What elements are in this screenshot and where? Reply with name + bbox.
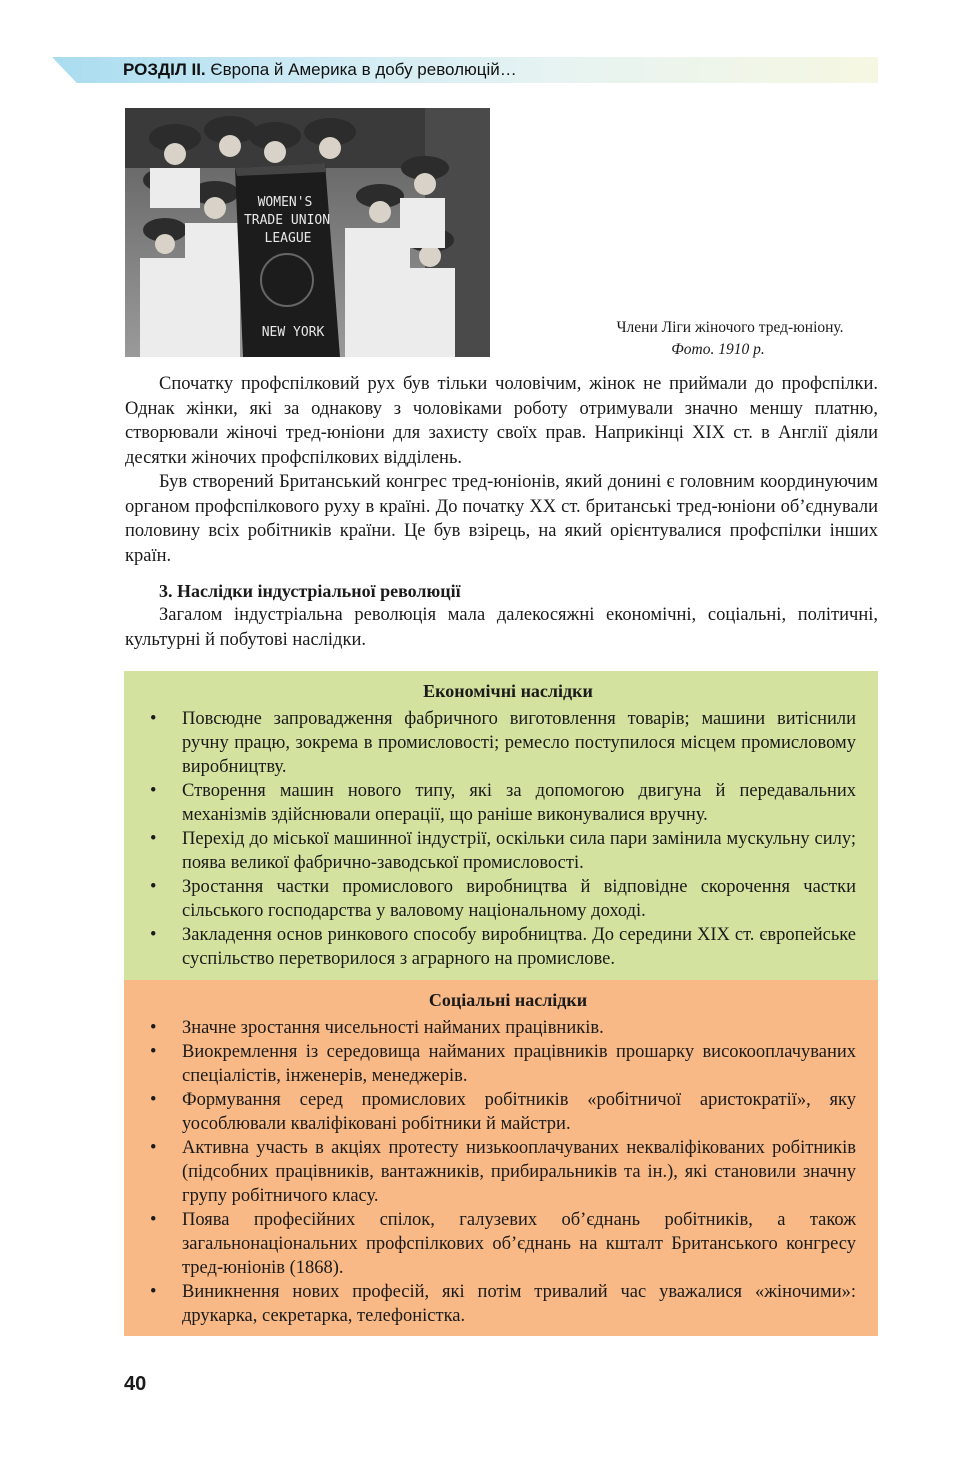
list-item-text: Закладення основ ринкового способу виробництва. До середини XIX ст. європейське суспільство перетворилося з аграрного на промислове. — [182, 925, 856, 969]
list-item — [150, 1280, 856, 1328]
list-item — [150, 1088, 856, 1136]
list-item — [150, 779, 856, 827]
paragraph-1: Спочатку профспілковий рух був тільки чоловічим, жінок не приймали до профспілки. Однак жінки, які за однакову з чоловіками роботу отримували значно меншу платню, створювали жіночі тред-юніони для захисту своїх прав. Наприкінці XIX ст. в Англії діяли десятки жіночих профспілкових відділень. — [125, 374, 878, 468]
banner-line-4: NEW YORK — [261, 325, 325, 340]
bullet-icon: • — [150, 829, 157, 849]
running-header — [123, 59, 517, 81]
list-item — [150, 1040, 856, 1088]
social-list — [150, 1016, 866, 1328]
bullet-icon: • — [150, 1282, 157, 1302]
list-item — [150, 1136, 856, 1208]
section-intro: Загалом індустріальна революція мала далекосяжні економічні, соціальні, політичні, культурні й побутові наслідки. — [125, 605, 878, 650]
paragraph-2: Був створений Британський конгрес тред-юніонів, який донині є головним координуючим органом профспілкового руху в країні. До початку XX ст. британські тред-юніони об’єднували половину всіх робітників країни. Це був взірець, на який орієнтувалися профспілки інших країн. — [125, 472, 878, 566]
bullet-icon: • — [150, 1018, 157, 1038]
photo-illustration — [125, 108, 490, 357]
banner-line-3: LEAGUE — [264, 231, 312, 246]
list-item — [150, 1016, 856, 1040]
banner-line-2: TRADE UNION — [243, 213, 331, 228]
section-heading: 3. Наслідки індустріальної революції — [159, 581, 461, 601]
photo-caption — [520, 317, 920, 361]
social-consequences-box — [124, 980, 878, 1336]
section-intro-block — [125, 603, 878, 652]
social-title: Соціальні наслідки — [428, 990, 588, 1010]
bullet-icon: • — [150, 1138, 157, 1158]
list-item — [150, 875, 856, 923]
economic-title: Економічні наслідки — [423, 681, 593, 701]
section-label: РОЗДІЛ ІІ. — [123, 60, 206, 79]
historical-photo — [125, 108, 490, 357]
caption-line-2: Фото. 1910 р. — [671, 341, 765, 358]
list-item-text: Виникнення нових професій, які потім тривалий час уважалися «жіночими»: друкарка, секретарка, телефоністка. — [182, 1282, 856, 1326]
page-number: 40 — [124, 1373, 147, 1395]
section-title: Європа й Америка в добу революцій… — [210, 60, 517, 79]
list-item — [150, 923, 856, 971]
bullet-icon: • — [150, 877, 157, 897]
caption-line-1: Члени Ліги жіночого тред-юніону. — [616, 319, 844, 336]
list-item-text: Поява професійних спілок, галузевих об’єднань робітників, а також загальнонаціональних профспілкових об’єднань на кшталт Британського конгресу тред-юніонів (1868). — [182, 1210, 856, 1278]
body-paragraphs — [125, 372, 878, 568]
list-item-text: Зростання частки промислового виробництва й відповідне скорочення частки сільського господарства у валовому національному доході. — [182, 877, 856, 921]
list-item — [150, 707, 856, 779]
list-item-text: Перехід до міської машинної індустрії, оскільки сила пари замінила мускульну силу; поява великої фабрично-заводської промисловості. — [182, 829, 856, 873]
bullet-icon: • — [150, 925, 157, 945]
list-item-text: Виокремлення із середовища найманих працівників прошарку високооплачуваних спеціалістів, інженерів, менеджерів. — [182, 1042, 856, 1086]
banner-line-1: WOMEN'S — [257, 195, 313, 210]
list-item-text: Активна участь в акціях протесту низькооплачуваних некваліфікованих робітників (підсобних працівників, вантажників, прибиральників та ін.), які становили значну групу робітничого класу. — [182, 1138, 856, 1206]
list-item — [150, 1208, 856, 1280]
economic-list — [150, 707, 866, 971]
bullet-icon: • — [150, 1090, 157, 1110]
bullet-icon: • — [150, 709, 157, 729]
bullet-icon: • — [150, 781, 157, 801]
list-item — [150, 827, 856, 875]
list-item-text: Створення машин нового типу, які за допомогою двигуна й передавальних механізмів здійснювали операції, що раніше виконувалися вручну. — [182, 781, 856, 825]
list-item-text: Повсюдне запровадження фабричного виготовлення товарів; машини витіснили ручну працю, зокрема в промисловості; ремесло поступилося місцем промисловому виробництву. — [182, 709, 856, 777]
bullet-icon: • — [150, 1210, 157, 1230]
list-item-text: Значне зростання чисельності найманих працівників. — [182, 1018, 604, 1038]
list-item-text: Формування серед промислових робітників «робітничої аристократії», яку уособлювали кваліфіковані робітники й майстри. — [182, 1090, 856, 1134]
bullet-icon: • — [150, 1042, 157, 1062]
economic-consequences-box — [124, 671, 878, 980]
